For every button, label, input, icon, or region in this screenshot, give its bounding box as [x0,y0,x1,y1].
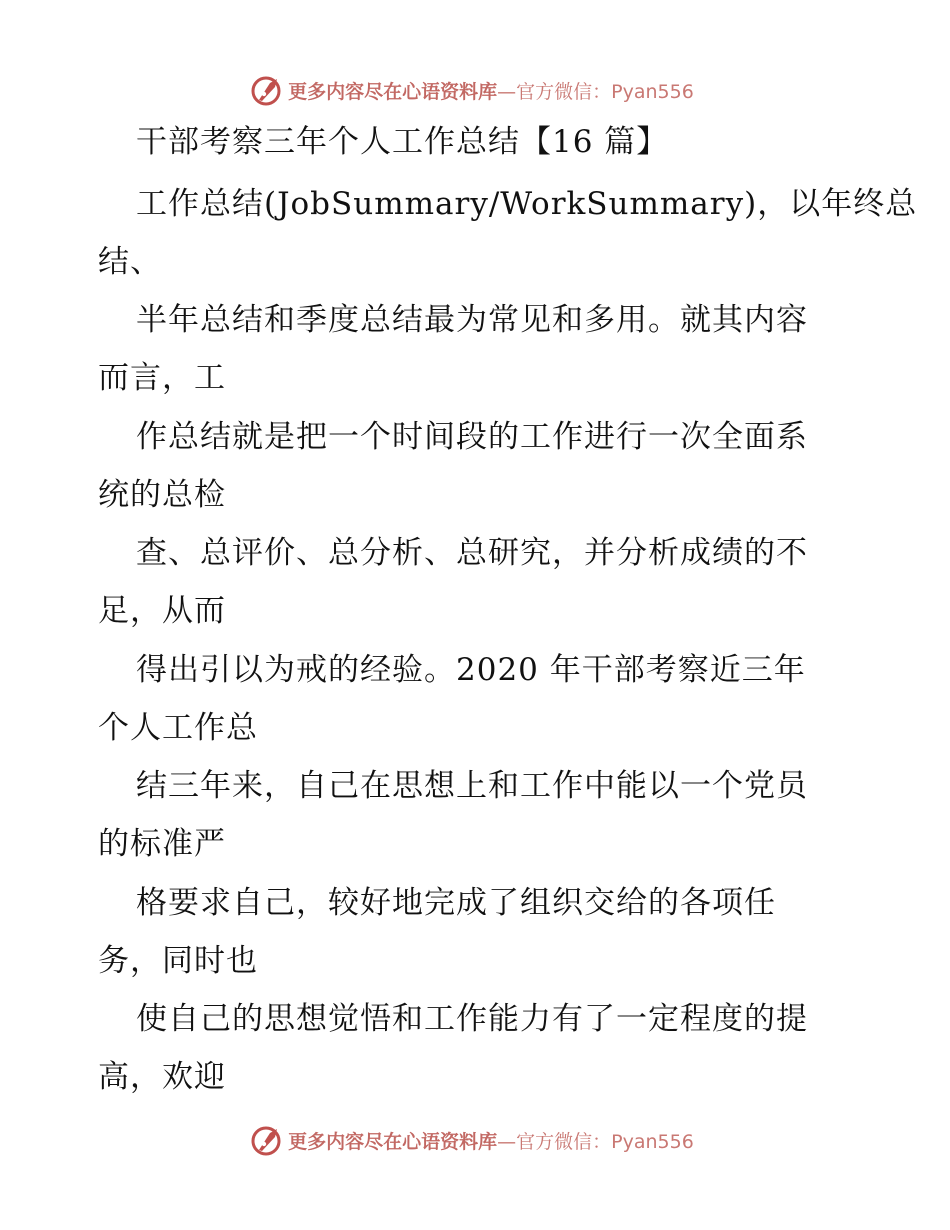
footer-banner-inner [250,1123,694,1157]
text-line: 统的总检 [98,477,226,513]
text-line: 查、总评价、总分析、总研究，并分析成绩的不 [136,535,808,571]
footer-banner [0,1120,950,1160]
text-line: 足，从而 [98,593,226,629]
text-line: 结三年来，自己在思想上和工作中能以一个党员 [136,768,808,804]
text-line: 得出引以为戒的经验。2020 年干部考察近三年 [136,652,806,688]
document-title: 干部考察三年个人工作总结【16 篇】 [136,124,669,160]
text-line: 而言，工 [98,360,226,396]
footer-banner-suffix: 官方微信：Pyan556 [516,1130,694,1153]
footer-banner-main: 更多内容尽在心语资料库 [288,1130,498,1153]
pen-nib-circle-icon [250,1123,284,1157]
text-line: 务，同时也 [98,943,258,979]
text-line: 个人工作总 [98,710,258,746]
header-banner-text [288,77,694,104]
text-line: 作总结就是把一个时间段的工作进行一次全面系 [136,419,808,455]
header-banner-main: 更多内容尽在心语资料库 [288,80,498,103]
pen-nib-circle-icon [250,73,284,107]
text-line: 结、 [98,244,162,280]
header-banner-suffix: 官方微信：Pyan556 [516,80,694,103]
text-line: 的标准严 [98,826,226,862]
header-banner-separator: — [497,80,517,103]
text-line: 格要求自己，较好地完成了组织交给的各项任 [136,885,776,921]
header-banner-inner [250,73,694,107]
text-line: 半年总结和季度总结最为常见和多用。就其内容 [136,302,808,338]
text-line: 工作总结(JobSummary/WorkSummary)，以年终总 [136,186,918,222]
text-line: 使自己的思想觉悟和工作能力有了一定程度的提 [136,1001,808,1037]
footer-banner-separator: — [497,1130,517,1153]
footer-banner-text [288,1127,694,1154]
header-banner [0,70,950,110]
text-line: 高，欢迎 [98,1059,226,1095]
